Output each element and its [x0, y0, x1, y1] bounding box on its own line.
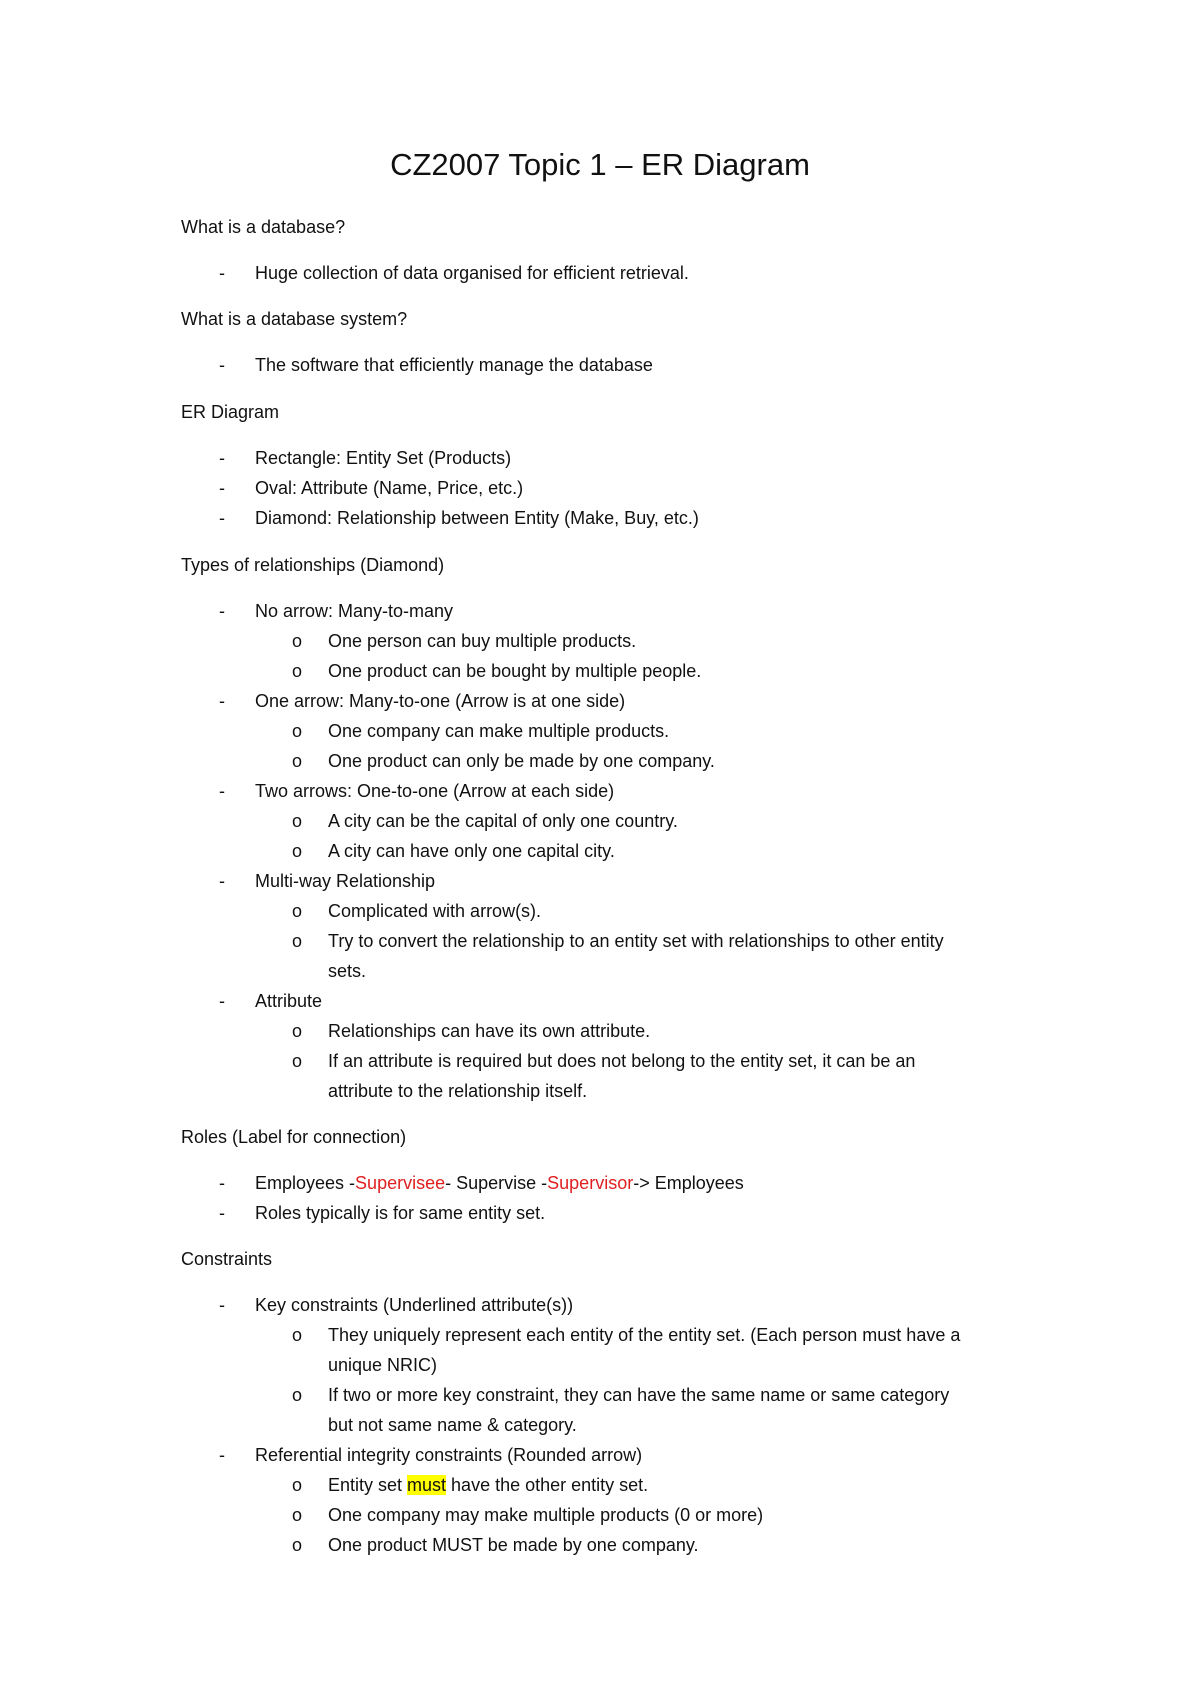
sub-list-item-text: Try to convert the relationship to an entity set with relationships to other entity: [328, 931, 944, 951]
roles-text: Employees -: [255, 1173, 356, 1193]
sub-list-item-text: One company can make multiple products.: [328, 721, 670, 741]
section-heading-relationship-types: Types of relationships (Diamond): [181, 555, 445, 575]
list-item-text: Referential integrity constraints (Rounded arrow): [255, 1445, 643, 1465]
text-run: Entity set: [328, 1475, 408, 1495]
roles-text: -> Employees: [633, 1173, 744, 1193]
list-item-text: Two arrows: One-to-one (Arrow at each side): [255, 781, 615, 801]
sub-list-item-text: One product can only be made by one company.: [328, 751, 715, 771]
sub-list-item-text: One product can be bought by multiple people.: [328, 661, 702, 681]
sub-list-item-text: Relationships can have its own attribute.: [328, 1021, 651, 1041]
sub-list-item-text: A city can have only one capital city.: [328, 841, 615, 861]
text-run: have the other entity set.: [446, 1475, 649, 1495]
sub-list-item-text: One product MUST be made by one company.: [328, 1535, 699, 1555]
section-heading-roles: Roles (Label for connection): [181, 1127, 407, 1147]
section-heading-database: What is a database?: [181, 217, 346, 237]
roles-text: - Supervise -: [445, 1173, 548, 1193]
list-item-text: Oval: Attribute (Name, Price, etc.): [255, 478, 524, 498]
role-label-supervisor: Supervisor: [547, 1173, 634, 1193]
highlighted-word: must: [407, 1475, 447, 1495]
sub-list-item-text: Complicated with arrow(s).: [328, 901, 542, 921]
list-item-text: Multi-way Relationship: [255, 871, 436, 891]
list-item-text: Rectangle: Entity Set (Products): [255, 448, 512, 468]
list-item-text: The software that efficiently manage the database: [255, 355, 653, 375]
list-item-text: Huge collection of data organised for efficient retrieval.: [255, 263, 689, 283]
list-item-text: No arrow: Many-to-many: [255, 601, 454, 621]
list-item-text: Attribute: [255, 991, 323, 1011]
roles-example: [255, 1170, 744, 1196]
page-title: CZ2007 Topic 1 – ER Diagram: [390, 147, 810, 182]
sub-list-item-text: but not same name & category.: [328, 1415, 577, 1435]
sub-list-item-text: A city can be the capital of only one country.: [328, 811, 678, 831]
sub-list-item-text: [328, 1472, 648, 1498]
list-item-text: One arrow: Many-to-one (Arrow is at one side): [255, 691, 626, 711]
section-heading-database-system: What is a database system?: [181, 309, 408, 329]
sub-list-item-text: One company may make multiple products (0 or more): [328, 1505, 764, 1525]
sub-list-item-text: If an attribute is required but does not belong to the entity set, it can be an: [328, 1051, 916, 1071]
sub-list-item-text: One person can buy multiple products.: [328, 631, 637, 651]
sub-list-item-text: attribute to the relationship itself.: [328, 1081, 588, 1101]
sub-list-item-text: unique NRIC): [328, 1355, 438, 1375]
section-heading-er-diagram: ER Diagram: [181, 402, 280, 422]
sub-list-item-text: They uniquely represent each entity of the entity set. (Each person must have a: [328, 1325, 961, 1345]
section-heading-constraints: Constraints: [181, 1249, 273, 1269]
list-item-text: Diamond: Relationship between Entity (Make, Buy, etc.): [255, 508, 699, 528]
sub-list-item-text: If two or more key constraint, they can have the same name or same category: [328, 1385, 950, 1405]
list-item-text: Roles typically is for same entity set.: [255, 1203, 546, 1223]
role-label-supervisee: Supervisee: [355, 1173, 446, 1193]
sub-list-item-text: sets.: [328, 961, 367, 981]
list-item-text: Key constraints (Underlined attribute(s)): [255, 1295, 574, 1315]
